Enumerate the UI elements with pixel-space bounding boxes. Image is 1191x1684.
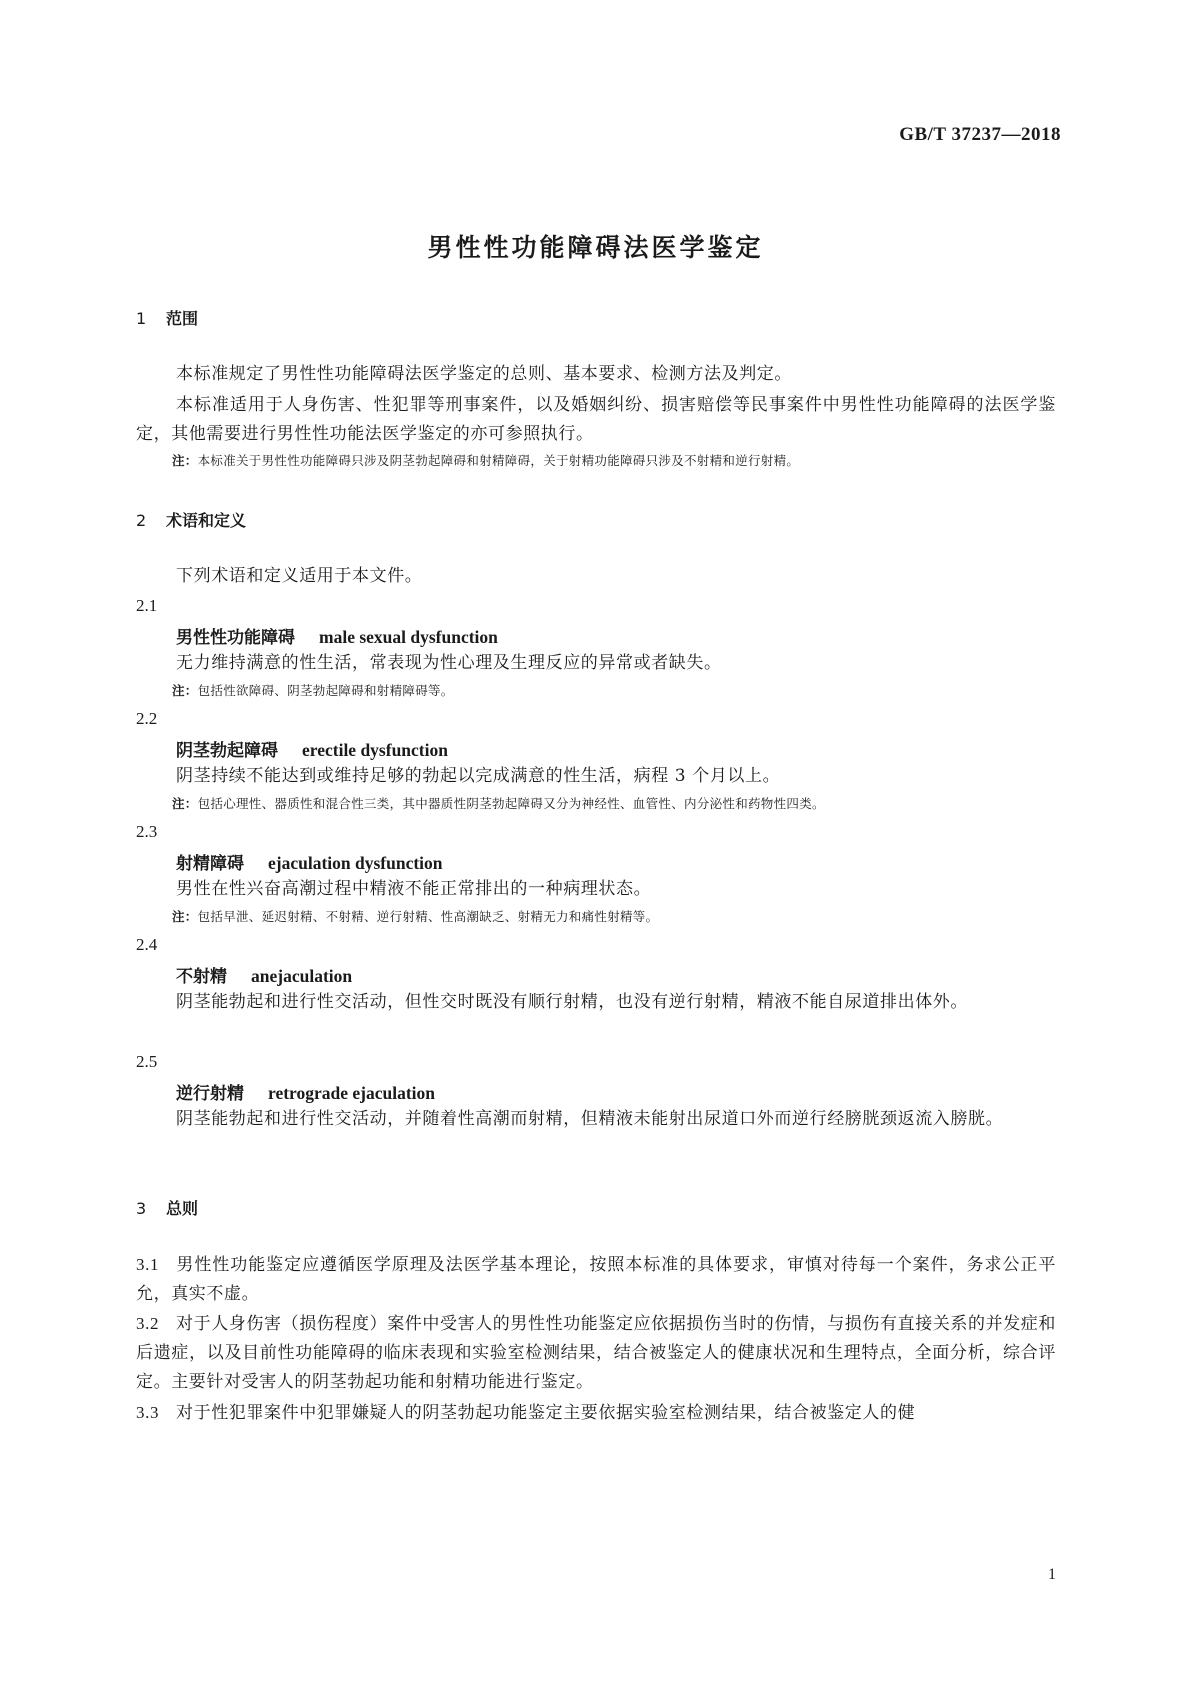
term-en: erectile dysfunction — [302, 740, 448, 760]
term-definition: 阴茎持续不能达到或维持足够的勃起以完成满意的性生活，病程 3 个月以上。 — [176, 766, 781, 786]
note-text: 包括早泄、延迟射精、不射精、逆行射精、性高潮缺乏、射精无力和痛性射精等。 — [197, 909, 659, 924]
clause-text: 对于人身伤害（损伤程度）案件中受害人的男性性功能鉴定应依据损伤当时的伤情，与损伤有直接关系的并发症和后遗症，以及目前性功能障碍的临床表现和实验室检测结果，结合被鉴定人的健康状况和生理特点，全面分析，综合评定。主要针对受害人的阴茎勃起功能和射精功能进行鉴定。 — [136, 1314, 1056, 1392]
term-definition: 男性在性兴奋高潮过程中精液不能正常排出的一种病理状态。 — [176, 879, 652, 899]
clause-3-2 — [136, 1309, 1056, 1397]
term-heading — [176, 623, 498, 648]
clause-number: 3.2 — [136, 1314, 160, 1333]
term-en: ejaculation dysfunction — [268, 853, 443, 873]
term-zh: 不射精 — [176, 967, 227, 987]
term-definition: 阴茎能勃起和进行性交活动，但性交时既没有顺行射精，也没有逆行射精，精液不能自尿道排出体外。 — [176, 992, 968, 1012]
note-label: 注： — [172, 796, 198, 811]
clause-text: 男性性功能鉴定应遵循医学原理及法医学基本理论，按照本标准的具体要求，审慎对待每一个案件，务求公正平允，真实不虚。 — [136, 1255, 1056, 1304]
term-heading — [176, 962, 352, 987]
clause-text: 对于性犯罪案件中犯罪嫌疑人的阴茎勃起功能鉴定主要依据实验室检测结果，结合被鉴定人的健 — [176, 1403, 916, 1423]
term-heading — [176, 736, 448, 761]
clause-3-1 — [136, 1250, 1056, 1309]
scope-note — [172, 451, 1062, 471]
section-heading-terms — [136, 508, 246, 531]
clause-number: 3.1 — [136, 1255, 160, 1274]
terms-intro: 下列术语和定义适用于本文件。 — [176, 566, 423, 586]
document-title: 男性性功能障碍法医学鉴定 — [427, 233, 764, 262]
section-heading-scope — [136, 306, 198, 329]
note-label: 注： — [172, 453, 198, 468]
term-definition: 无力维持满意的性生活，常表现为性心理及生理反应的异常或者缺失。 — [176, 653, 722, 673]
section-title: 术语和定义 — [166, 511, 247, 530]
term-number: 2.4 — [136, 935, 158, 954]
term-number: 2.1 — [136, 596, 158, 615]
page-number: 1 — [1048, 1566, 1056, 1583]
section-number: 1 — [136, 309, 147, 328]
term-number: 2.3 — [136, 822, 158, 841]
term-en: retrograde ejaculation — [268, 1083, 436, 1103]
term-definition: 阴茎能勃起和进行性交活动，并随着性高潮而射精，但精液未能射出尿道口外而逆行经膀胱颈返流入膀胱。 — [176, 1109, 1004, 1129]
section-title: 范围 — [166, 309, 199, 328]
note-label: 注： — [172, 909, 198, 924]
section-heading-general — [136, 1196, 198, 1219]
term-note — [172, 907, 1062, 927]
term-zh: 阴茎勃起障碍 — [176, 741, 278, 761]
standard-code: GB/T 37237—2018 — [899, 124, 1061, 145]
section-title: 总则 — [166, 1199, 199, 1218]
clause-3-3 — [136, 1398, 1056, 1428]
note-text: 包括心理性、器质性和混合性三类，其中器质性阴茎勃起障碍又分为神经性、血管性、内分泌性和药物性四类。 — [197, 796, 825, 811]
section-number: 3 — [136, 1199, 147, 1218]
term-en: male sexual dysfunction — [319, 627, 498, 647]
term-heading — [176, 849, 443, 874]
term-number: 2.2 — [136, 709, 158, 728]
scope-paragraph-1: 本标准规定了男性性功能障碍法医学鉴定的总则、基本要求、检测方法及判定。 — [176, 364, 792, 384]
term-note — [172, 681, 1062, 701]
term-number: 2.5 — [136, 1052, 158, 1071]
note-text: 本标准关于男性性功能障碍只涉及阴茎勃起障碍和射精障碍，关于射精功能障碍只涉及不射精和逆行射精。 — [197, 453, 800, 468]
term-zh: 逆行射精 — [176, 1084, 244, 1104]
term-zh: 男性性功能障碍 — [176, 628, 295, 648]
term-zh: 射精障碍 — [176, 854, 244, 874]
term-en: anejaculation — [251, 966, 353, 986]
scope-paragraph-2: 本标准适用于人身伤害、性犯罪等刑事案件，以及婚姻纠纷、损害赔偿等民事案件中男性性功能障碍的法医学鉴定，其他需要进行男性性功能法医学鉴定的亦可参照执行。 — [136, 395, 1056, 444]
note-label: 注： — [172, 683, 198, 698]
note-text: 包括性欲障碍、阴茎勃起障碍和射精障碍等。 — [197, 683, 454, 698]
clause-number: 3.3 — [136, 1403, 160, 1422]
section-number: 2 — [136, 511, 147, 530]
term-heading — [176, 1079, 435, 1104]
term-note — [172, 794, 1062, 814]
